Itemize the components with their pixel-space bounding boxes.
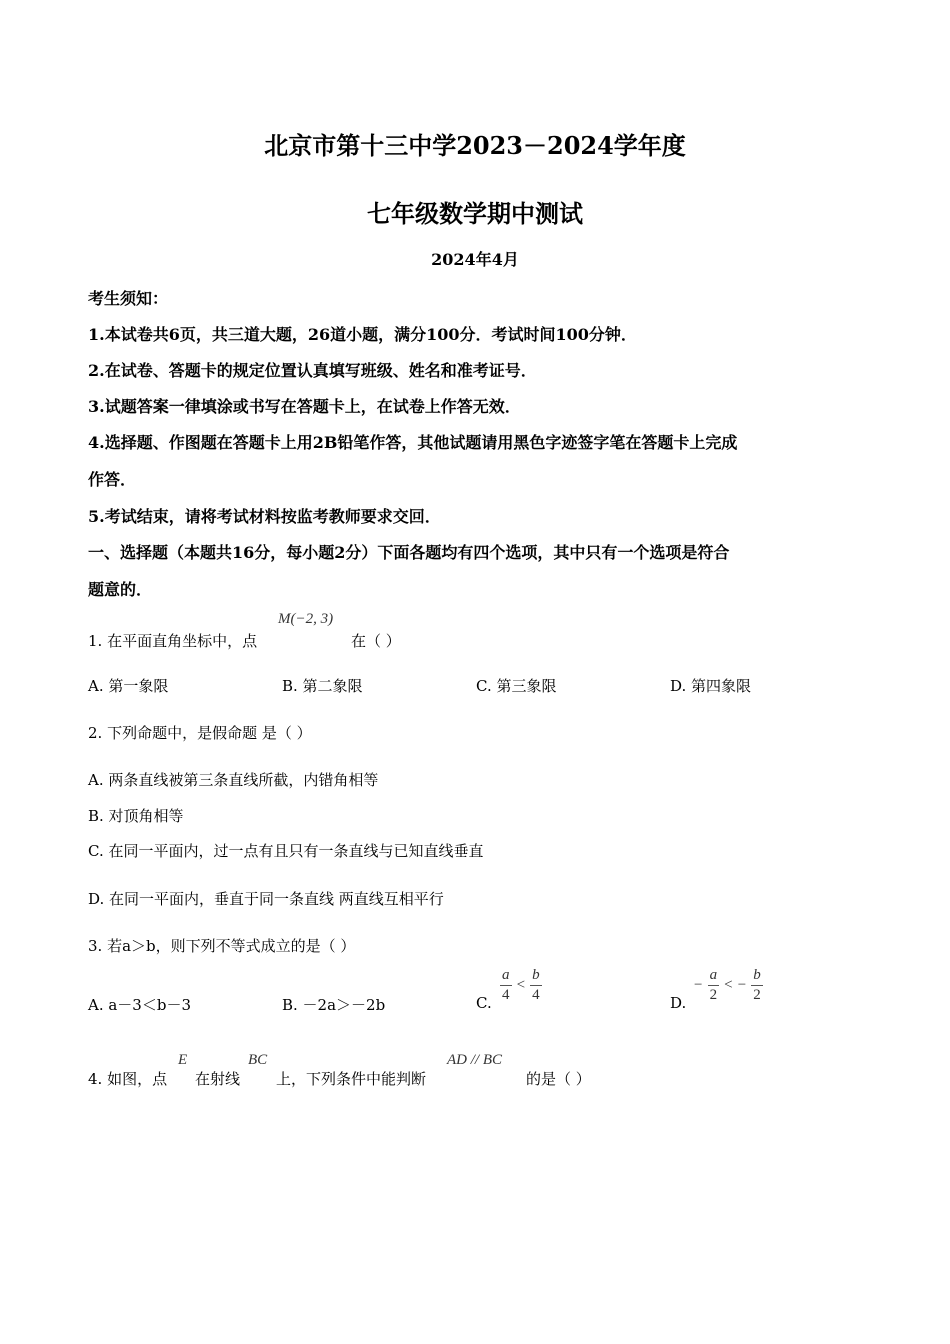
less-than-symbol: < [724,977,733,993]
denominator: 4 [532,987,540,1003]
question-3-option-c-label: C. [476,994,492,1012]
question-2-option-d: D. 在同一平面内，垂直于同一条直线 两直线互相平行 [88,890,444,908]
question-1-suffix: 在（ ） [351,632,401,650]
fraction-b-over-4 [530,968,542,1003]
numerator: a [500,968,512,986]
question-4-text-1: 在射线 [195,1070,241,1088]
numerator: b [751,968,763,986]
question-4-point-e: E [178,1052,188,1068]
denominator: 2 [753,987,761,1003]
section-1-heading-cont: 题意的． [88,580,153,599]
exam-date: 2024年4月 [431,250,519,269]
question-1-option-a: A. 第一象限 [88,677,169,695]
fraction-a-over-4 [500,968,512,1003]
question-2-option-c: C. 在同一平面内，过一点有且只有一条直线与已知直线垂直 [88,842,484,860]
denominator: 4 [502,987,510,1003]
numerator: a [708,968,720,986]
numerator: b [530,968,542,986]
question-4-text-2: 上，下列条件中能判断 [276,1070,427,1088]
question-3-option-a: A. a－3＜b－3 [88,996,192,1014]
question-3-stem: 3. 若a＞b，则下列不等式成立的是（ ） [88,937,356,955]
notice-item-1: 1.本试卷共6页，共三道大题，26道小题，满分100分．考试时间100分钟． [88,325,637,344]
notice-item-3: 3.试题答案一律填涂或书写在答题卡上，在试卷上作答无效． [88,397,521,416]
notice-item-2: 2.在试卷、答题卡的规定位置认真填写班级、姓名和准考证号． [88,361,537,380]
section-1-heading: 一、选择题（本题共16分，每小题2分）下面各题均有四个选项，其中只有一个选项是符合 [88,543,730,562]
denominator: 2 [709,987,718,1003]
question-1-point: M(−2, 3) [278,611,334,627]
question-3-option-d-label: D. [670,994,687,1012]
exam-subtitle: 七年级数学期中测试 [367,199,583,228]
fraction-a-over-2 [708,968,720,1003]
notice-item-4: 4.选择题、作图题在答题卡上用2B铅笔作答，其他试题请用黑色字迹签字笔在答题卡上完成 [88,433,738,452]
notice-item-4-cont: 作答． [88,470,137,489]
question-4-parallel: AD // BC [447,1052,502,1068]
question-1-option-c: C. 第三象限 [476,677,557,695]
question-1-prefix: 1. 在平面直角坐标中，点 [88,632,258,650]
fraction-b-over-2 [751,968,763,1003]
question-3-option-c-expression [500,968,542,1003]
question-2-option-a: A. 两条直线被第三条直线所截，内错角相等 [88,771,379,789]
question-4-suffix: 的是（ ） [526,1070,591,1088]
question-4-ray: BC [248,1052,268,1068]
less-than-symbol: < [516,977,526,993]
question-4-prefix: 4. 如图，点 [88,1070,168,1088]
minus-symbol: − [694,977,703,993]
question-1-option-b: B. 第二象限 [282,677,363,695]
notice-heading: 考生须知： [88,289,169,308]
question-3-option-d-expression [694,968,763,1003]
exam-title: 北京市第十三中学2023－2024学年度 [264,131,686,160]
question-2-stem: 2. 下列命题中，是假命题 是（ ） [88,724,312,742]
question-2-option-b: B. 对顶角相等 [88,807,184,825]
minus-symbol: − [737,977,747,993]
notice-item-5: 5.考试结束，请将考试材料按监考教师要求交回． [88,507,441,526]
question-3-option-b: B. －2a＞－2b [282,996,386,1014]
question-1-option-d: D. 第四象限 [670,677,752,695]
